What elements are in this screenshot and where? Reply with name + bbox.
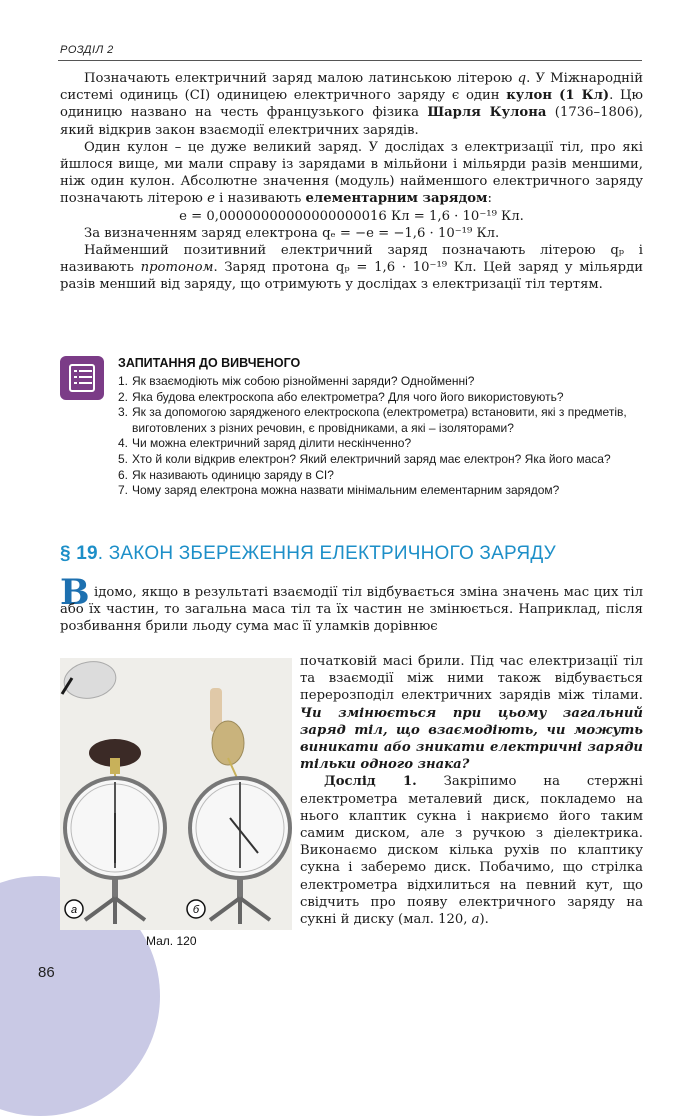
figure-label-a: а xyxy=(70,904,78,916)
drop-cap: В xyxy=(60,572,90,613)
main-text-top xyxy=(60,70,643,294)
figure-label-b: б xyxy=(192,904,200,916)
questions-icon xyxy=(60,356,104,400)
question-item: 6. Як називають одиницю заряду в СІ? xyxy=(118,467,334,482)
question-item: 3. Як за допомогою зарядженого електроскопа (електрометра) встановити, які з предметів, виготовлених з різних речовин, є провідниками, а які – ізоляторами? xyxy=(118,405,627,435)
formula-elementary-charge: e = 0,00000000000000000016 Кл = 1,6 · 10⁻¹⁹ Кл. xyxy=(179,208,524,224)
paragraph-elementary-charge: Один кулон – це дуже великий заряд. У дослідах з електризації тіл, про які йшлося вище, ми мали справу із зарядами в мільйони і мільярди разів меншими, ніж один кулон. Абсолютне значення (модуль) найменшого електричного заряду позначають літерою e і називають елементарним зарядом: xyxy=(60,139,643,207)
paragraph-electron-charge: За визначенням заряд електрона qₑ = −e = −1,6 · 10⁻¹⁹ Кл. xyxy=(84,225,500,241)
question-item: 5. Хто й коли відкрив електрон? Який електричний заряд має електрон? Яка його маса? xyxy=(118,451,611,466)
question-item: 2. Яка будова електроскопа або електрометра? Для чого його використовують? xyxy=(118,389,564,404)
section-title: § 19. ЗАКОН ЗБЕРЕЖЕННЯ ЕЛЕКТРИЧНОГО ЗАРЯДУ xyxy=(60,543,556,564)
paragraph-experiment: Дослід 1. Закріпимо на стержні електрометра металевий диск, покладемо на нього клаптик сукна і накриємо його таким самим диском, але з ручкою з діелектрика. Виконаємо диском кілька рухів по клаптику сукна і заберемо диск. Побачимо, що стрілка електрометра відхилиться на певний кут, що свідчить про появу електричного заряду на сукні й диску (мал. 120, а). xyxy=(300,774,643,928)
paragraph-question: початковій масі брили. Під час електризації тіл та взаємодії між ними також відбувається перерозподіл електричних зарядів між тілами. Чи змінюється при цьому загальний заряд тіл, що взаємодіють, чи можуть виникати або зникати електричні заряди тільки одного знака? xyxy=(300,654,643,773)
intro-text: ідомо, якщо в результаті взаємодії тіл відбувається зміна значень мас цих тіл або їх частин, то загальна маса тіл та їх частин не змінюється. Наприклад, після розбивання брили льоду сума мас її уламків дорівнює xyxy=(60,585,643,635)
question-item: 7. Чому заряд електрона можна назвати мінімальним елементарним зарядом? xyxy=(118,483,560,498)
figure-electrometers xyxy=(60,658,292,930)
running-header: РОЗДІЛ 2 xyxy=(60,44,114,56)
right-column-text xyxy=(300,653,643,928)
figure-caption: Мал. 120 xyxy=(146,934,197,948)
header-rule xyxy=(58,60,642,61)
questions-title: ЗАПИТАННЯ ДО ВИВЧЕНОГО xyxy=(118,356,301,370)
question-item: 4. Чи можна електричний заряд ділити нескінченно? xyxy=(118,436,412,451)
questions-list xyxy=(118,374,648,499)
page-number: 86 xyxy=(38,964,55,981)
electrometer-photo-illustration xyxy=(60,658,292,930)
paragraph-units: Позначають електричний заряд малою латинською літерою q. У Міжнародній системі одиниць (СІ) одиницею електричного заряду є один кулон (1 Кл). Цю одиницю названо на честь французького фізика Шарля Кулона (1736–1806), який відкрив закон взаємодії електричних зарядів. xyxy=(60,71,643,138)
paragraph-proton: Найменший позитивний електричний заряд позначають літерою qₚ і називають протоном. Заряд протона qₚ = 1,6 · 10⁻¹⁹ Кл. Цей заряд у мільярди разів менший від заряду, що отримують у дослідах з електризації тіл тертям. xyxy=(60,243,643,293)
question-item: 1. Як взаємодіють між собою різнойменні заряди? Однойменні? xyxy=(118,374,475,388)
